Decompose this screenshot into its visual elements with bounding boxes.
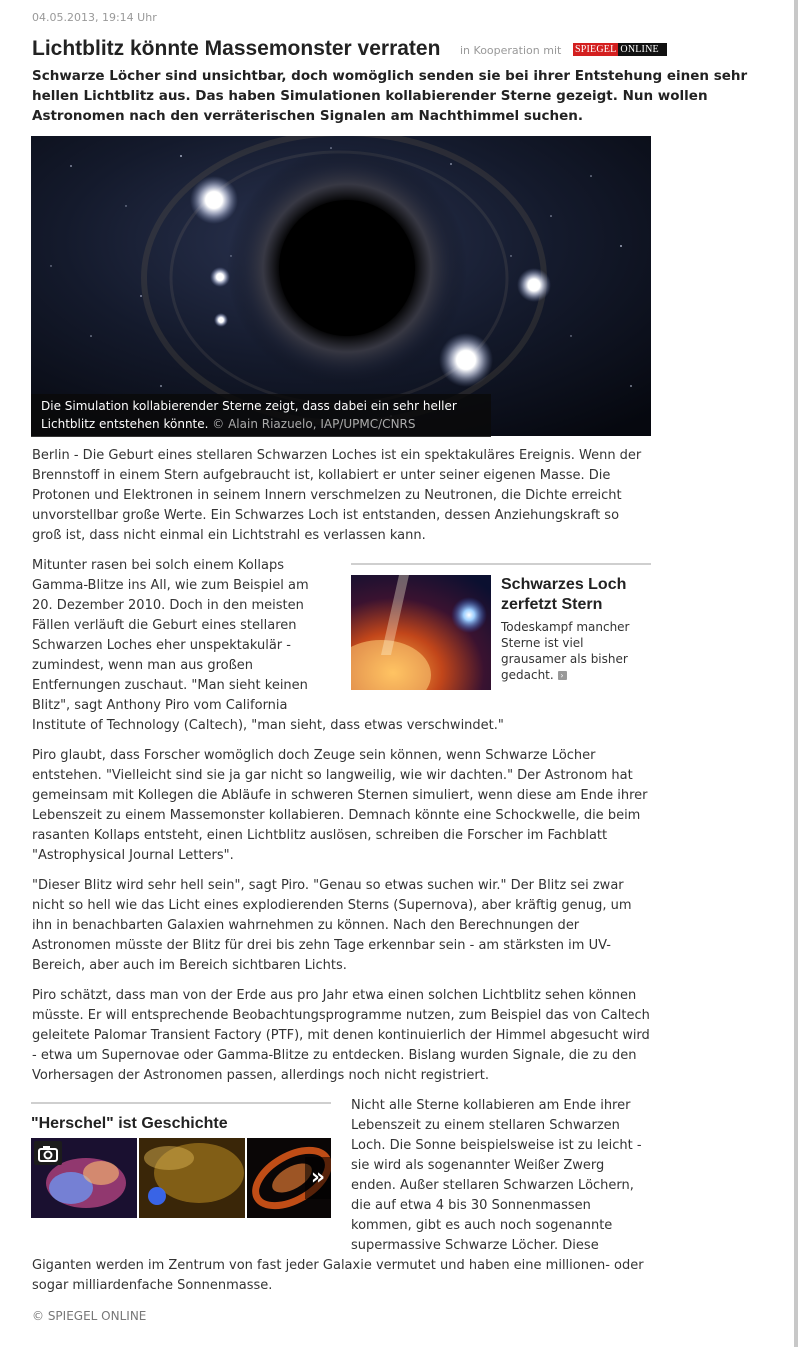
logo-right-text: ONLINE: [620, 44, 659, 55]
teaser-text-content: Todeskampf mancher Sterne ist viel grausamer als bisher gedacht.: [501, 620, 630, 682]
teaser-text: [501, 619, 641, 683]
star-disruption-illustration: [351, 575, 491, 690]
camera-icon: [34, 1141, 62, 1165]
chevron-right-icon[interactable]: ›: [558, 671, 567, 680]
article-paragraph-6-continued: Giganten werden im Zentrum von fast jeder Galaxie vermutet und haben eine millionen- oder sogar milliardenfache Sonnenmasse.: [32, 1258, 644, 1293]
hero-credit: © Alain Riazuelo, IAP/UPMC/CNRS: [212, 417, 416, 431]
hero-caption: [31, 394, 491, 437]
gallery-thumbnail-3[interactable]: [247, 1138, 331, 1218]
cooperation-label: in Kooperation mit: [460, 44, 562, 57]
teaser-image[interactable]: [351, 575, 491, 690]
nebula-image-2: [139, 1138, 245, 1218]
spiegel-online-logo[interactable]: [573, 43, 667, 56]
article-headline: Lichtblitz könnte Massemonster verraten: [32, 37, 441, 60]
article-paragraph-4: "Dieser Blitz wird sehr hell sein", sagt Piro. "Genau so etwas suchen wir." Der Blitz sei zwar nicht so hell wie das Licht eines explodierenden Sterns (Supernova), aber kräftig genug, um ihn in benachbarten Galaxien wahrnehmen zu können. Nach den Berechnungen der Astronomen müsste der Blitz für drei bis zehn Tage erkennbar sein - am stärksten im UV-Bereich, aber auch im Bereich sichtbaren Lichts.: [32, 878, 632, 973]
gallery-thumbnail-1[interactable]: [31, 1138, 137, 1218]
scrollbar-rail[interactable]: [794, 0, 798, 1347]
gallery-title[interactable]: "Herschel" ist Geschichte: [31, 1115, 228, 1132]
related-article-teaser[interactable]: [351, 563, 651, 693]
article-intro: Schwarze Löcher sind unsichtbar, doch womöglich senden sie bei ihrer Entstehung einen sehr hellen Lichtblitz aus. Das haben Simulationen kollabierender Sterne gezeigt. Nun wollen Astronomen nach den verräterischen Signalen am Nachthimmel suchen.: [32, 68, 748, 124]
article-timestamp: 04.05.2013, 19:14 Uhr: [32, 11, 157, 24]
teaser-title[interactable]: Schwarzes Loch zerfetzt Stern: [501, 576, 627, 613]
article-paragraph-3: Piro glaubt, dass Forscher womöglich doch Zeuge sein können, wenn Schwarze Löcher entstehen. "Vielleicht sind sie ja gar nicht so langweilig, wie wir dachten." Der Astronom hat gemeinsam mit Kollegen die Abläufe in schweren Sternen simuliert, wenn diese am Ende ihrer Lebenszeit zu einem Massemonster kollabieren. Demnach könnte eine Schockwelle, die beim rasanten Kollaps entsteht, einen Lichtblitz auslösen, schreiben die Forscher im Fachblatt "Astrophysical Journal Letters".: [32, 748, 648, 863]
article-paragraph-2-continued: Institute of Technology (Caltech), "man sieht, dass etwas verschwindet.": [32, 718, 504, 733]
copyright-notice: © SPIEGEL ONLINE: [32, 1309, 147, 1323]
gallery-thumbnail-2[interactable]: [139, 1138, 245, 1218]
article-paragraph-6: Nicht alle Sterne kollabieren am Ende ihrer Lebenszeit zu einem stellaren Schwarzen Loch. Die Sonne beispielsweise ist zu leicht - sie wird als sogenannter Weißer Zwerg enden. Außer stellaren Schwarzen Löchern, die auf etwa 4 bis 30 Sonnenmassen kommen, gibt es auch noch sogenannte supermassive Schwarze Löcher. Diese: [351, 1098, 642, 1253]
hero-image[interactable]: [31, 136, 651, 436]
black-hole-illustration: [31, 136, 651, 436]
hero-caption-text: Die Simulation kollabierender Sterne zeigt, dass dabei ein sehr heller Lichtblitz entstehen könnte.: [41, 399, 457, 431]
article-paragraph-2: Mitunter rasen bei solch einem Kollaps Gamma-Blitze ins All, wie zum Beispiel am 20. Dezember 2010. Doch in den meisten Fällen verläuft die Geburt eines stellaren Schwarzen Loches eher unspektakulär - zumindest, wenn man aus großen Entfernungen zuschaut. "Man sieht keinen Blitz", sagt Anthony Piro vom California: [32, 558, 309, 713]
article-paragraph-5: Piro schätzt, dass man von der Erde aus pro Jahr etwa einen solchen Lichtblitz sehen können müsste. Er will entsprechende Beobachtungsprogramme nutzen, zum Beispiel das von Caltech geleitete Palomar Transient Factory (PTF), mit denen kontinuierlich der Himmel abgesucht wird - etwa um Supernovae oder Gamma-Blitze zu entdecken. Bislang wurden Signale, die zu den Vorhersagen der Astronomen passen, allerdings noch nicht registriert.: [32, 988, 650, 1083]
logo-left-text: SPIEGEL: [575, 44, 617, 55]
photo-gallery-teaser[interactable]: [31, 1102, 331, 1222]
article-paragraph-1: Berlin - Die Geburt eines stellaren Schwarzen Loches ist ein spektakuläres Ereignis. Wenn der Brennstoff in einem Stern aufgebraucht ist, kollabiert er unter seiner eigenen Masse. Die Protonen und Elektronen in seinem Innern verschmelzen zu Neutronen, die Dichte erreicht unvorstellbar große Werte. Ein Schwarzes Loch ist entstanden, dessen Anziehungskraft so groß ist, dass nicht einmal ein Lichtstrahl es verlassen kann.: [32, 448, 642, 543]
double-chevron-right-icon[interactable]: »: [305, 1157, 331, 1199]
